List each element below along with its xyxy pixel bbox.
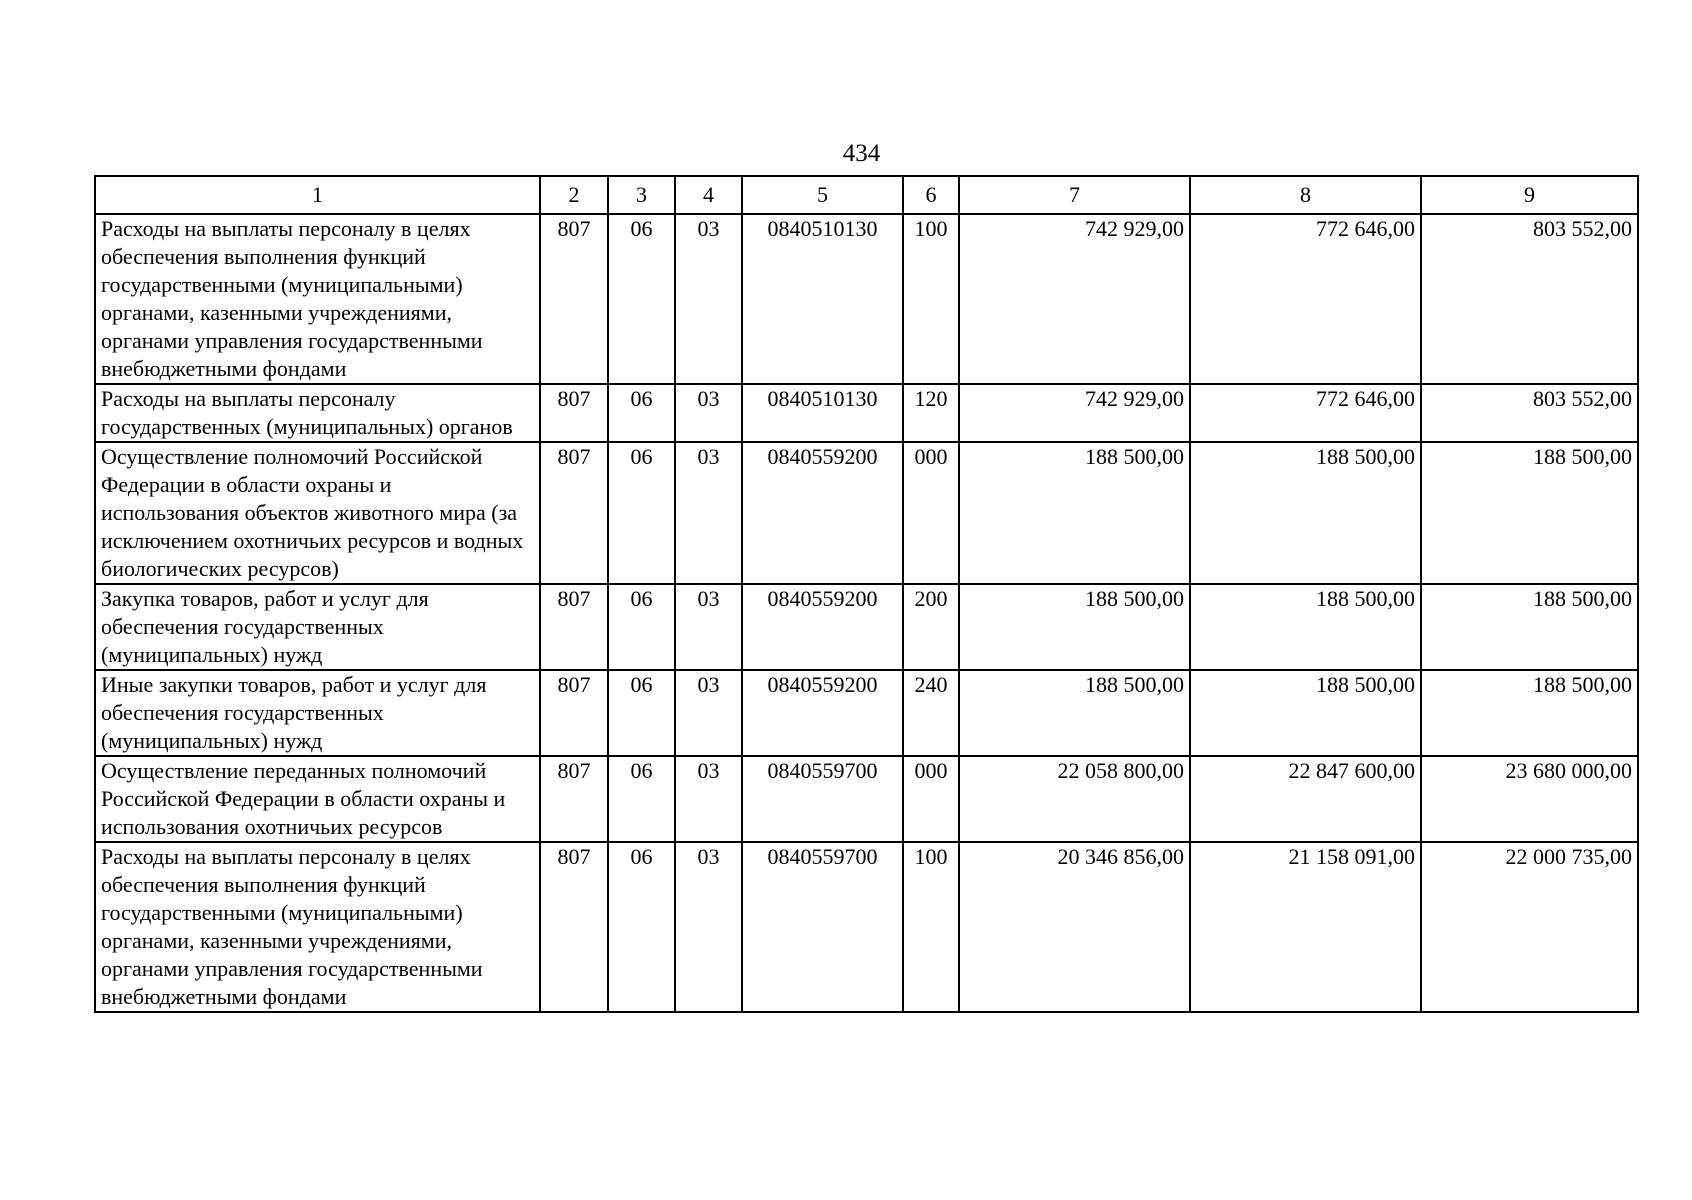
cell-amount-col8: 772 646,00 bbox=[1190, 384, 1421, 442]
row-description: Осуществление полномочий Российской Федерации в области охраны и использования объектов животного мира (за исключением охотничьих ресурсов и водных биологических ресурсов) bbox=[95, 442, 540, 584]
cell-target-article: 0840559700 bbox=[742, 842, 903, 1012]
table-row bbox=[95, 384, 1638, 442]
cell-target-article: 0840559700 bbox=[742, 756, 903, 842]
column-header-6: 6 bbox=[903, 176, 959, 214]
table-row bbox=[95, 756, 1638, 842]
cell-ministry-code: 807 bbox=[540, 214, 608, 384]
cell-subsection-code: 03 bbox=[675, 842, 742, 1012]
cell-subsection-code: 03 bbox=[675, 756, 742, 842]
cell-amount-col8: 22 847 600,00 bbox=[1190, 756, 1421, 842]
row-description: Расходы на выплаты персоналу в целях обеспечения выполнения функций государственными (муниципальными) органами, казенными учреждениями, органами управления государственными внебюджетными фондами bbox=[95, 842, 540, 1012]
cell-expense-type: 000 bbox=[903, 442, 959, 584]
cell-ministry-code: 807 bbox=[540, 384, 608, 442]
cell-amount-col8: 188 500,00 bbox=[1190, 670, 1421, 756]
table-row bbox=[95, 842, 1638, 1012]
row-description: Иные закупки товаров, работ и услуг для обеспечения государственных (муниципальных) нужд bbox=[95, 670, 540, 756]
cell-section-code: 06 bbox=[608, 756, 675, 842]
cell-amount-col7: 22 058 800,00 bbox=[959, 756, 1190, 842]
budget-table bbox=[94, 175, 1639, 1013]
cell-target-article: 0840510130 bbox=[742, 214, 903, 384]
cell-amount-col8: 772 646,00 bbox=[1190, 214, 1421, 384]
cell-amount-col9: 188 500,00 bbox=[1421, 670, 1638, 756]
column-header-2: 2 bbox=[540, 176, 608, 214]
cell-target-article: 0840559200 bbox=[742, 584, 903, 670]
cell-amount-col9: 188 500,00 bbox=[1421, 584, 1638, 670]
cell-expense-type: 120 bbox=[903, 384, 959, 442]
cell-subsection-code: 03 bbox=[675, 584, 742, 670]
cell-target-article: 0840559200 bbox=[742, 442, 903, 584]
cell-section-code: 06 bbox=[608, 384, 675, 442]
cell-section-code: 06 bbox=[608, 584, 675, 670]
table-row bbox=[95, 214, 1638, 384]
column-header-1: 1 bbox=[95, 176, 540, 214]
cell-subsection-code: 03 bbox=[675, 442, 742, 584]
cell-amount-col9: 22 000 735,00 bbox=[1421, 842, 1638, 1012]
cell-amount-col7: 20 346 856,00 bbox=[959, 842, 1190, 1012]
table-row bbox=[95, 584, 1638, 670]
cell-amount-col7: 188 500,00 bbox=[959, 670, 1190, 756]
cell-ministry-code: 807 bbox=[540, 584, 608, 670]
cell-amount-col9: 188 500,00 bbox=[1421, 442, 1638, 584]
cell-ministry-code: 807 bbox=[540, 842, 608, 1012]
cell-section-code: 06 bbox=[608, 214, 675, 384]
column-header-4: 4 bbox=[675, 176, 742, 214]
column-header-5: 5 bbox=[742, 176, 903, 214]
cell-amount-col9: 23 680 000,00 bbox=[1421, 756, 1638, 842]
cell-subsection-code: 03 bbox=[675, 384, 742, 442]
column-header-7: 7 bbox=[959, 176, 1190, 214]
cell-subsection-code: 03 bbox=[675, 214, 742, 384]
cell-amount-col7: 188 500,00 bbox=[959, 584, 1190, 670]
cell-amount-col8: 188 500,00 bbox=[1190, 584, 1421, 670]
cell-ministry-code: 807 bbox=[540, 442, 608, 584]
cell-expense-type: 200 bbox=[903, 584, 959, 670]
header-row bbox=[95, 176, 1638, 214]
column-header-8: 8 bbox=[1190, 176, 1421, 214]
cell-subsection-code: 03 bbox=[675, 670, 742, 756]
cell-ministry-code: 807 bbox=[540, 670, 608, 756]
cell-expense-type: 100 bbox=[903, 214, 959, 384]
cell-section-code: 06 bbox=[608, 842, 675, 1012]
row-description: Расходы на выплаты персоналу государственных (муниципальных) органов bbox=[95, 384, 540, 442]
table-row bbox=[95, 670, 1638, 756]
cell-expense-type: 000 bbox=[903, 756, 959, 842]
cell-section-code: 06 bbox=[608, 442, 675, 584]
cell-amount-col8: 21 158 091,00 bbox=[1190, 842, 1421, 1012]
cell-target-article: 0840559200 bbox=[742, 670, 903, 756]
cell-amount-col7: 742 929,00 bbox=[959, 214, 1190, 384]
row-description: Закупка товаров, работ и услуг для обеспечения государственных (муниципальных) нужд bbox=[95, 584, 540, 670]
column-header-9: 9 bbox=[1421, 176, 1638, 214]
cell-expense-type: 100 bbox=[903, 842, 959, 1012]
cell-ministry-code: 807 bbox=[540, 756, 608, 842]
cell-amount-col7: 742 929,00 bbox=[959, 384, 1190, 442]
table-row bbox=[95, 442, 1638, 584]
cell-amount-col9: 803 552,00 bbox=[1421, 384, 1638, 442]
column-header-3: 3 bbox=[608, 176, 675, 214]
cell-expense-type: 240 bbox=[903, 670, 959, 756]
row-description: Расходы на выплаты персоналу в целях обеспечения выполнения функций государственными (муниципальными) органами, казенными учреждениями, органами управления государственными внебюджетными фондами bbox=[95, 214, 540, 384]
cell-amount-col8: 188 500,00 bbox=[1190, 442, 1421, 584]
cell-section-code: 06 bbox=[608, 670, 675, 756]
cell-amount-col9: 803 552,00 bbox=[1421, 214, 1638, 384]
cell-amount-col7: 188 500,00 bbox=[959, 442, 1190, 584]
page-number: 434 bbox=[842, 140, 881, 167]
row-description: Осуществление переданных полномочий Российской Федерации в области охраны и использования охотничьих ресурсов bbox=[95, 756, 540, 842]
cell-target-article: 0840510130 bbox=[742, 384, 903, 442]
